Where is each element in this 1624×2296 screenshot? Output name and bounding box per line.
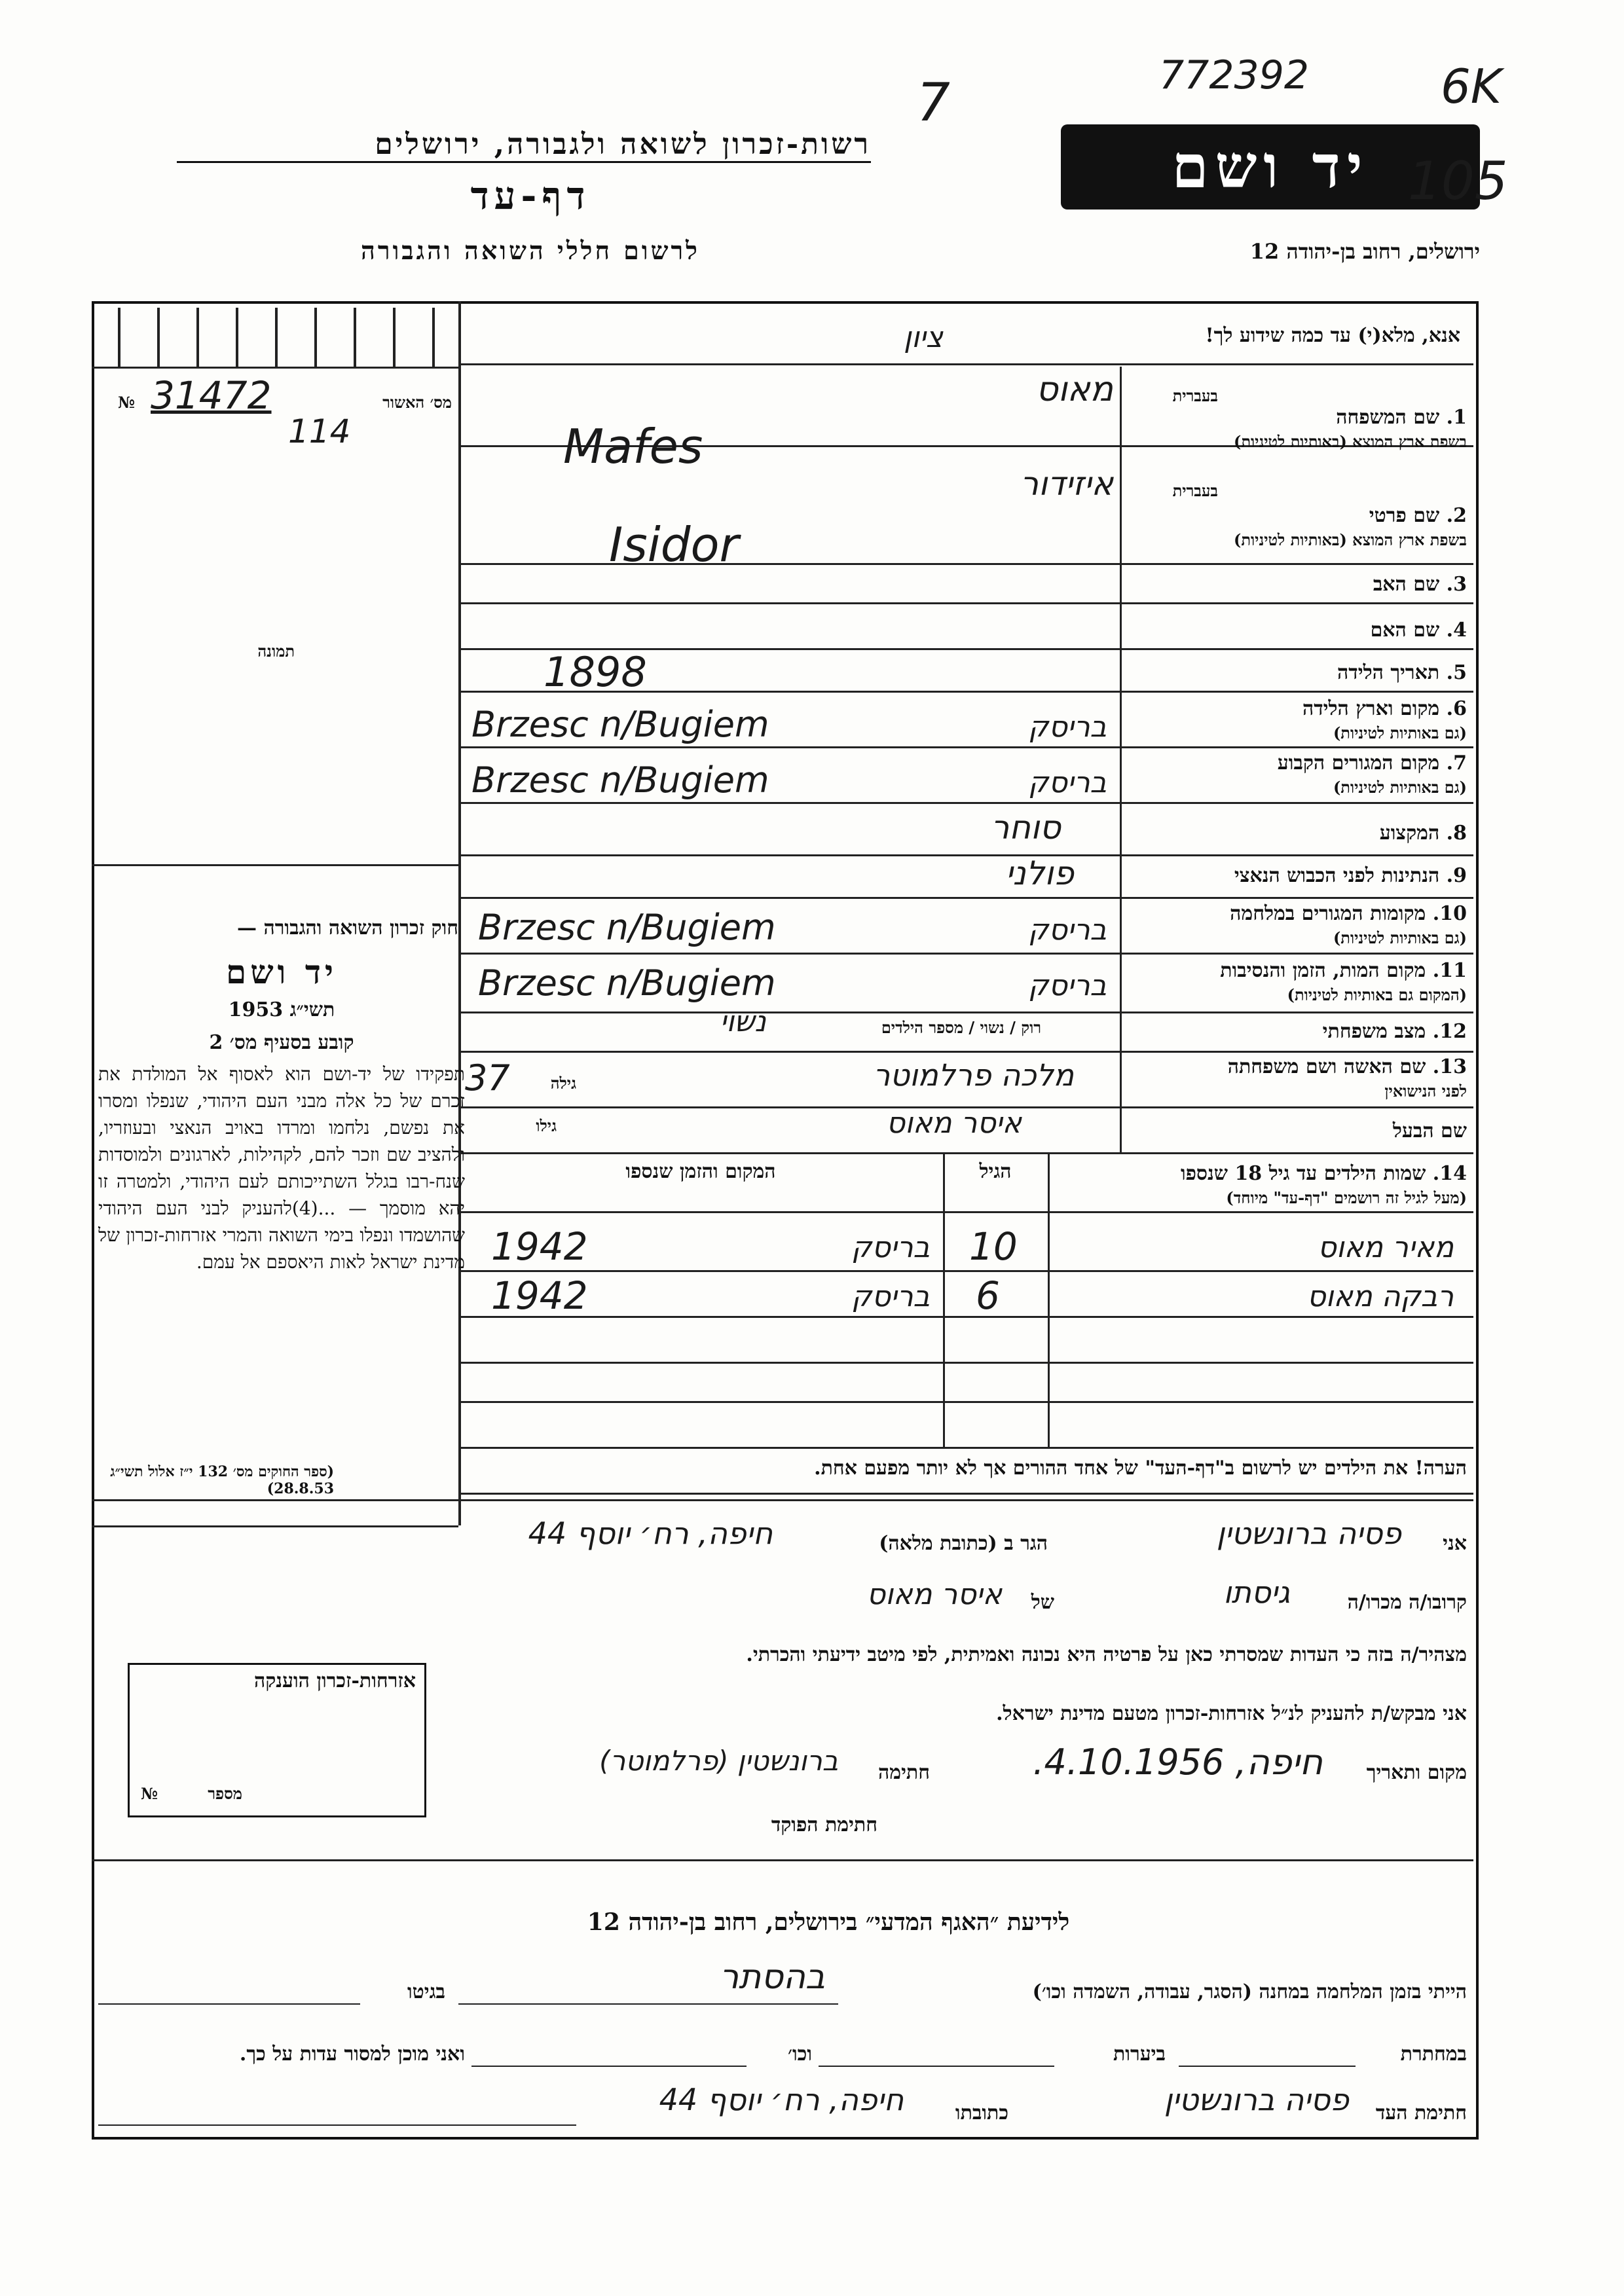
field-8-hw: סוחר bbox=[991, 809, 1061, 847]
decl-line2-hw: גיסתו bbox=[1223, 1575, 1290, 1610]
field-1-hw-heb: מאוס bbox=[1036, 370, 1113, 409]
children-sub: (מעל לגיל זה רושמים "דף-עד" מיוחד) bbox=[1226, 1188, 1467, 1207]
citizenship-num-prefix: № bbox=[141, 1784, 158, 1803]
child-age: 6 bbox=[976, 1273, 1000, 1318]
field-11-label: 11. מקום המות, הזמן והנסיבות bbox=[1220, 959, 1467, 982]
hw-number: 772392 bbox=[1159, 52, 1310, 98]
children-note: הערה! את הילדים יש לרשום ב"דף-העד" של אחד ההורים אך לא יותר מפעם אחת. bbox=[814, 1457, 1467, 1480]
law-logo: יד ושם bbox=[226, 953, 337, 991]
address-label: כתובתו bbox=[955, 2102, 1008, 2124]
approval-number: 31472 bbox=[151, 373, 272, 418]
decl-line2-b: של bbox=[1031, 1591, 1054, 1614]
field-4-label: 4. שם האם bbox=[1370, 619, 1467, 642]
citizenship-title: אזרחות-זכרון הוענקה bbox=[253, 1669, 416, 1692]
decl-line3: מצהיר/ה בזה כי העדות שמסרתי כאן על פרטיה היא נכונה ואמיתית, לפי מיטב ידיעתי והכרתי. bbox=[746, 1643, 1467, 1666]
field-7-hw: Brzesc n/Bugiem bbox=[471, 759, 769, 801]
approval-sub: 114 bbox=[288, 412, 351, 450]
field-10-label: 10. מקומות המגורים במלחמה bbox=[1230, 902, 1467, 925]
field-6-hw: Brzesc n/Bugiem bbox=[471, 704, 769, 745]
decl-line1-addr: חיפה, רח׳ יוסף 44 bbox=[528, 1516, 773, 1551]
field-1-heb-tag: בעברית bbox=[1172, 386, 1218, 405]
field-2-heb-tag: בעברית bbox=[1172, 481, 1218, 500]
husband-label: שם הבעל bbox=[1392, 1120, 1467, 1142]
hw-corner-b: 105 bbox=[1408, 151, 1508, 211]
field-6-hw-heb: בריסק bbox=[1028, 710, 1107, 744]
husband-hw: איסר מאוס bbox=[886, 1106, 1022, 1140]
field-9-hw: פולני bbox=[1005, 854, 1074, 892]
field-2-hw-lat: Isidor bbox=[609, 517, 739, 572]
law-year: תשי״ג 1953 bbox=[228, 998, 335, 1021]
witness-label: חתימת העד bbox=[1375, 2102, 1467, 2124]
children-age-header: הגיל bbox=[979, 1160, 1012, 1183]
law-title: חוק זכרון השואה והגבורה — bbox=[237, 917, 458, 939]
field-11-hw: Brzesc n/Bugiem bbox=[478, 962, 776, 1004]
law-clause: קובע בסעיף מס׳ 2 bbox=[209, 1031, 354, 1054]
field-11-hw-heb: בריסק bbox=[1028, 969, 1107, 1002]
decl-line2-name: איסר מאוס bbox=[866, 1578, 1002, 1611]
partisans-b: ביערות bbox=[1113, 2043, 1166, 2066]
field-2-label: 2. שם פרטי bbox=[1369, 504, 1467, 527]
child-place: בריסק bbox=[851, 1280, 930, 1313]
field-1-label: 1. שם המשפחה bbox=[1336, 406, 1467, 429]
form-subtitle: לרשום חללי השואה והגבורה bbox=[361, 236, 700, 265]
approval-label: מס׳ האשור bbox=[382, 393, 452, 412]
intro-hw: ציון bbox=[904, 321, 943, 354]
field-11-sub: (המקום גם באותיות לטיניות) bbox=[1287, 985, 1467, 1004]
law-source: (ספר החוקים מס׳ 132 י״ז אלול תשי״ג 28.8.53) bbox=[110, 1463, 334, 1497]
etc-label: וכו׳ bbox=[788, 2043, 812, 2066]
field-2-sub: בשפת ארץ המוצא (באותיות לטיניות) bbox=[1234, 530, 1467, 549]
header-address: ירושלים, רחוב בן-יהודה 12 bbox=[1249, 239, 1480, 264]
field-9-label: 9. הנתינות לפני הכבוש הנאצי bbox=[1234, 864, 1467, 887]
place-date-label: מקום ותאריך bbox=[1366, 1761, 1467, 1784]
field-10-hw: Brzesc n/Bugiem bbox=[478, 907, 776, 948]
org-line: רשות-זכרון לשואה ולגבורה, ירושלים bbox=[177, 128, 871, 163]
approval-prefix: № bbox=[118, 393, 136, 412]
field-7-label: 7. מקום המגורים הקבוע bbox=[1277, 752, 1467, 774]
child-name: רבקה מאוס bbox=[1306, 1280, 1454, 1313]
husband-age-label: גילו bbox=[536, 1116, 557, 1135]
decl-line1-hw: פסיה ברונשטין bbox=[1216, 1516, 1401, 1551]
photo-label: תמונה bbox=[257, 642, 295, 661]
field-10-hw-heb: בריסק bbox=[1028, 913, 1107, 947]
decl-line1-a: אני bbox=[1443, 1532, 1467, 1555]
field-12-label: 12. מצב משפחתי bbox=[1322, 1020, 1467, 1043]
witness-hw: פסיה ברונשטין bbox=[1164, 2082, 1349, 2117]
field-5-label: 5. תאריך הלידה bbox=[1337, 661, 1467, 684]
field-13-sub: לפני הנישואין bbox=[1384, 1082, 1467, 1101]
decl-line2-a: קרובו/ה מכרו/ה bbox=[1347, 1591, 1467, 1614]
place-date: חיפה, 4.10.1956. bbox=[1033, 1741, 1323, 1783]
field-13-hw-age: 37 bbox=[465, 1057, 510, 1099]
children-place-header: המקום והזמן שנספו bbox=[625, 1160, 776, 1183]
hw-corner-a: 6K bbox=[1441, 59, 1502, 114]
field-12-hw: נשוי bbox=[720, 1005, 766, 1038]
children-label: 14. שמות הילדים עד גיל 18 שנספו bbox=[1180, 1162, 1467, 1185]
field-1-sub: בשפת ארץ המוצא (באותיות לטיניות) bbox=[1234, 432, 1467, 451]
ghetto-label: בגיטו bbox=[407, 1980, 445, 2003]
official-sign-label: חתימת הפוקד bbox=[771, 1813, 877, 1836]
field-13-hw: מלכה פרלמוטר bbox=[873, 1057, 1074, 1093]
law-body: תפקידו של יד-ושם הוא לאסוף אל המולדת את זכרם של כל אלה מבני העם היהודי, שנפלו ומסרו את נפשם, נלחמו ומרדו באויב הנאצי ובעוזריו, ולהציב שם וזכר להם, לקהילות, לארגונים ולמוסדות שנח-רבו בגלל השתייכותם לעם היהודי, ולמטרה זו יהא מוסמך — ...(4)להעניק לבני העם היהודי שהושמדו ונפלו בימי השואה והמרי אזרחות-זכרון של מדינת ישראל לאות היאספם אל עמם. bbox=[98, 1063, 465, 1273]
sign: ברונשטין (פרלמוטר) bbox=[599, 1745, 838, 1777]
child-place: בריסק bbox=[851, 1231, 930, 1264]
field-1-hw-lat: Mafes bbox=[563, 419, 703, 474]
decl-line4: אני מבקש/ת להעניק לנ״ל אזרחות-זכרון מטעם מדינת ישראל. bbox=[996, 1702, 1467, 1725]
field-6-sub: (גם באותיות לטיניות) bbox=[1333, 723, 1467, 742]
address-hw: חיפה, רח׳ יוסף 44 bbox=[659, 2082, 904, 2117]
field-7-sub: (גם באותיות לטיניות) bbox=[1333, 778, 1467, 797]
child-age: 10 bbox=[969, 1224, 1018, 1269]
bottom-notice: לידיעת ״האגף המדעי״ בירושלים, רחוב בן-יהודה 12 bbox=[587, 1908, 1070, 1936]
citizenship-num-label: מספר bbox=[208, 1784, 242, 1803]
field-5-hw: 1898 bbox=[544, 648, 647, 696]
intro-label: אנא, מלא(י) עד כמה שידוע לך! bbox=[1205, 324, 1460, 347]
sign-label: חתימה bbox=[878, 1761, 930, 1784]
field-12-options: רוק / נשוי / מספר הילדים bbox=[881, 1018, 1041, 1037]
field-13-age-label: גילה bbox=[550, 1074, 576, 1093]
field-3-label: 3. שם האב bbox=[1373, 573, 1467, 596]
field-7-hw-heb: בריסק bbox=[1028, 766, 1107, 799]
child-name: מאיר מאוס bbox=[1318, 1231, 1454, 1264]
field-6-label: 6. מקום וארץ הלידה bbox=[1302, 697, 1467, 720]
ready-label: ואני מוכן למסור עדות על כך. bbox=[239, 2043, 465, 2066]
child-year: 1942 bbox=[491, 1224, 588, 1269]
field-13-label: 13. שם האשה ושם משפחתה bbox=[1227, 1055, 1467, 1078]
field-8-label: 8. המקצוע bbox=[1379, 822, 1467, 845]
field-10-sub: (גם באותיות לטיניות) bbox=[1333, 928, 1467, 947]
decl-line1-b: הגר ב (כתובת מלאה) bbox=[879, 1532, 1048, 1555]
hw-seven: 7 bbox=[917, 72, 950, 133]
camp-line: הייתי בזמן המלחמה במחנה (הסגר, עבודה, השמדה וכו׳) bbox=[1032, 1980, 1467, 2003]
field-2-hw-heb: איזידור bbox=[1020, 465, 1113, 503]
child-year: 1942 bbox=[491, 1273, 588, 1318]
form-title: דף-עד bbox=[470, 173, 591, 218]
camp-hw: בהסתר bbox=[719, 1958, 825, 1997]
partisans-a: במחתרת bbox=[1400, 2043, 1467, 2066]
yad-vashem-logo: יד ושם bbox=[1061, 124, 1480, 210]
